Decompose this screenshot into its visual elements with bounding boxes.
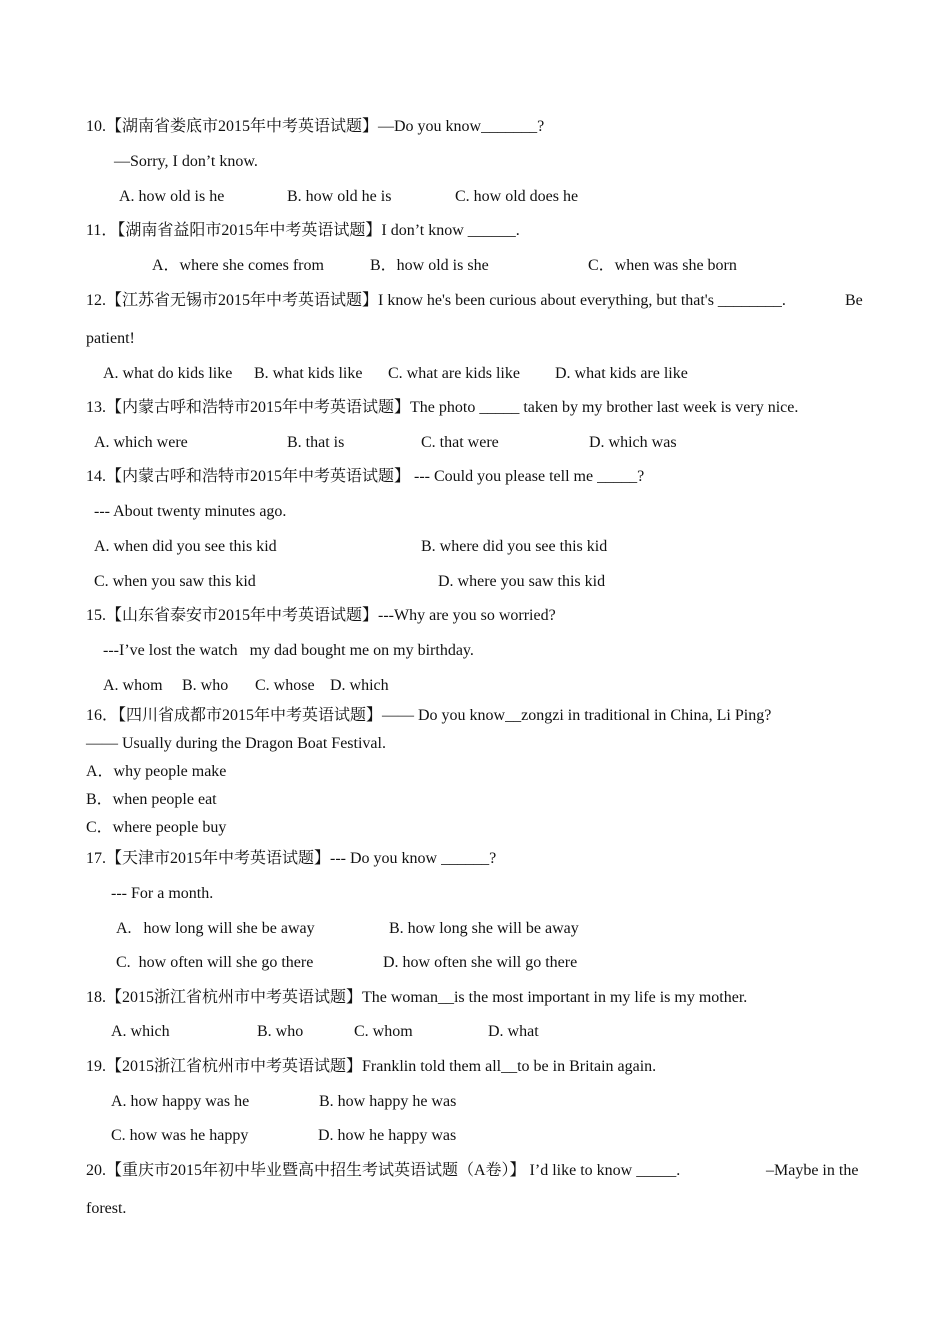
question-14-option-b: B. where did you see this kid: [421, 538, 608, 555]
question-19-option-d: D. how he happy was: [318, 1127, 457, 1144]
question-11-option-b: B．how old is she: [370, 257, 489, 274]
question-12-option-d: D. what kids are like: [555, 365, 688, 382]
question-20-stem-tail: –Maybe in the: [766, 1162, 859, 1179]
question-16-option-b: B．when people eat: [86, 791, 217, 808]
question-12-option-c: C. what are kids like: [388, 365, 520, 382]
question-13-option-c: C. that were: [421, 434, 499, 451]
question-15-dialog: ---I’ve lost the watch my dad bought me on my birthday.: [103, 642, 474, 659]
question-17-option-d: D. how often she will go there: [383, 954, 578, 971]
question-18-option-b: B. who: [257, 1023, 304, 1040]
question-15-option-d: D. which: [330, 677, 389, 694]
question-10-option-a: A. how old is he: [119, 188, 225, 205]
question-15-option-b: B. who: [182, 677, 229, 694]
question-11-stem: 11．【湖南省益阳市2015年中考英语试题】I don’t know ______.: [86, 222, 520, 239]
question-19-option-b: B. how happy he was: [319, 1093, 457, 1110]
question-19-option-a: A. how happy was he: [111, 1093, 250, 1110]
question-15-stem: 15.【山东省泰安市2015年中考英语试题】---Why are you so worried?: [86, 607, 556, 624]
question-10-stem: 10.【湖南省娄底市2015年中考英语试题】—Do you know_______?: [86, 118, 545, 135]
question-12-option-b: B. what kids like: [254, 365, 363, 382]
question-14-option-c: C. when you saw this kid: [94, 573, 256, 590]
question-13-stem: 13.【内蒙古呼和浩特市2015年中考英语试题】The photo _____ taken by my brother last week is very nice.: [86, 399, 799, 416]
question-10-option-b: B. how old he is: [287, 188, 392, 205]
question-14-stem: 14.【内蒙古呼和浩特市2015年中考英语试题】 --- Could you please tell me _____?: [86, 468, 645, 485]
question-10-option-c: C. how old does he: [455, 188, 579, 205]
question-12-stem: 12.【江苏省无锡市2015年中考英语试题】I know he's been curious about everything, but that's ________.: [86, 292, 786, 309]
question-14-dialog: --- About twenty minutes ago.: [94, 503, 287, 520]
question-14-option-a: A. when did you see this kid: [94, 538, 277, 555]
question-14-option-d: D. where you saw this kid: [438, 573, 606, 590]
question-16-stem: 16．【四川省成都市2015年中考英语试题】—— Do you know__zongzi in traditional in China, Li Ping?: [86, 707, 772, 724]
question-17-dialog: --- For a month.: [111, 885, 214, 902]
question-15-option-a: A. whom: [103, 677, 163, 694]
question-16-option-c: C．where people buy: [86, 819, 227, 836]
question-13-option-a: A. which were: [94, 434, 188, 451]
question-18-option-c: C. whom: [354, 1023, 413, 1040]
question-17-stem: 17.【天津市2015年中考英语试题】--- Do you know ______?: [86, 850, 497, 867]
question-10-dialog: —Sorry, I don’t know.: [114, 153, 258, 170]
question-17-option-a: A. how long will she be away: [116, 920, 315, 937]
question-13-option-d: D. which was: [589, 434, 677, 451]
question-16-dialog: —— Usually during the Dragon Boat Festival.: [86, 735, 386, 752]
question-12-stem-cont: patient!: [86, 330, 135, 347]
question-12-option-a: A. what do kids like: [103, 365, 233, 382]
question-18-stem: 18.【2015浙江省杭州市中考英语试题】The woman__is the most important in my life is my mother.: [86, 989, 748, 1006]
question-18-option-a: A. which: [111, 1023, 170, 1040]
question-20-stem-cont: forest.: [86, 1200, 127, 1217]
question-15-option-c: C. whose: [255, 677, 315, 694]
question-19-option-c: C. how was he happy: [111, 1127, 249, 1144]
question-20-stem: 20.【重庆市2015年初中毕业暨高中招生考试英语试题（A卷）】 I’d like to know _____.: [86, 1162, 681, 1179]
question-13-option-b: B. that is: [287, 434, 345, 451]
question-11-option-a: A．where she comes from: [152, 257, 324, 274]
question-17-option-c: C. how often will she go there: [116, 954, 314, 971]
question-19-stem: 19.【2015浙江省杭州市中考英语试题】Franklin told them all__to be in Britain again.: [86, 1058, 657, 1075]
question-18-option-d: D. what: [488, 1023, 539, 1040]
question-11-option-c: C．when was she born: [588, 257, 737, 274]
question-17-option-b: B. how long she will be away: [389, 920, 579, 937]
question-16-option-a: A．why people make: [86, 763, 227, 780]
question-12-stem-tail: Be: [845, 292, 863, 309]
